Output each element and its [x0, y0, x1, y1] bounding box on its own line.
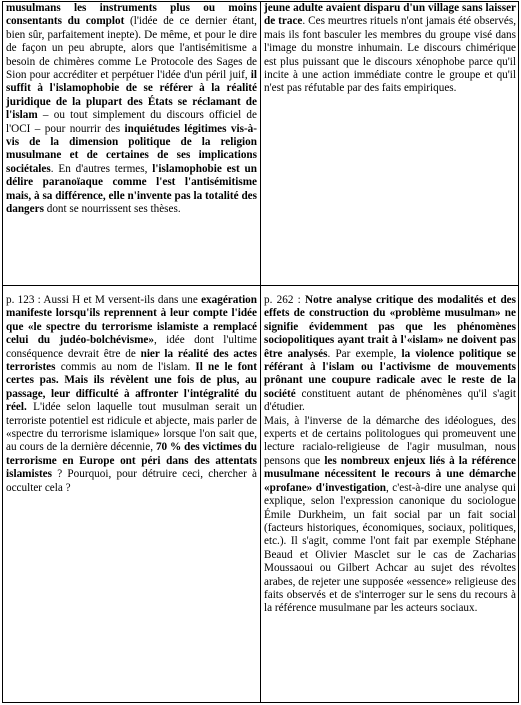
- bold-text-run: il suffit à l'islamophobie de se référer à la réalité juridique de la plupart des États se réclamant de l'islam: [6, 69, 257, 122]
- bold-text-run: la violence politique se référant à l'islam ou l'activisme de mouvements prônant une coupure radicale avec le reste de la société: [264, 347, 516, 400]
- cell-top-left: [3, 2, 260, 217]
- bold-text-run: l'islamophobie est un délire paranoïaque comme l'est l'antisémitisme mais, à sa différence, elle n'invente pas la totalité des dangers: [6, 162, 257, 216]
- paragraph: [6, 294, 257, 495]
- cell-bottom-left: [3, 294, 260, 495]
- paragraph: [6, 2, 257, 217]
- bold-text-run: les nombreux enjeux liés à la référence musulmane nécessitent le recours à une démarche «profane» d'investigation: [264, 454, 516, 494]
- text-run: p. 262 :: [264, 294, 305, 306]
- text-run: dont se nourrissent ses thèses.: [43, 203, 181, 216]
- text-run: constituent autant de phénomènes qu'il s'agit d'étudier.: [264, 387, 516, 414]
- bold-text-run: 70 % des victimes du terrorisme en Europe ont péri dans des attentats islamistes: [6, 441, 258, 481]
- text-run: – ou tout simplement du discours officiel de l'OCI – pour nourrir des: [6, 109, 257, 135]
- bold-text-run: Notre analyse critique des modalités et des effets de construction du «problème musulman» ne signifie évidemment pas que les phénomènes sociopolitiques ayant trait à l'«islam» ne doivent pas être analysés: [264, 294, 516, 360]
- text-run: p. 123 : Aussi H et M versent-ils dans une: [6, 294, 202, 306]
- cell-bottom-right: [261, 294, 519, 616]
- text-run: , idée dont l'ultime conséquence devrait être de: [6, 334, 258, 360]
- paragraph: [264, 415, 516, 616]
- row-divider: [3, 285, 518, 286]
- bold-text-run: jeune adulte avaient disparu d'un village sans laisser de trace: [264, 2, 516, 28]
- paragraph: [264, 2, 516, 96]
- bold-text-run: nier la réalité des actes terroristes: [6, 347, 257, 374]
- text-run: . En d'autres termes,: [50, 162, 153, 175]
- text-run: . Ces meurtres rituels n'ont jamais été observés, mais ils font basculer les membres du groupe visé dans l'image du monstre inhumain. Le discours chimérique est plus puissant que le discours xénophobe parce qu'il incite à une action immédiate contre le groupe et qu'il n'est pas réfutable par des faits empiriques.: [264, 15, 516, 95]
- bold-text-run: musulmans les instruments plus ou moins consentants du complot: [6, 2, 257, 28]
- text-run: ? Pourquoi, pour détruire ceci, chercher à occulter cela ?: [6, 468, 257, 494]
- bold-text-run: exagération manifeste lorsqu'ils reprennent à leur compte l'idée que «le spectre du terrorisme islamiste a remplacé celui du judéo-bolchévisme»: [6, 294, 257, 347]
- comparison-table: [2, 1, 519, 703]
- bold-text-run: inquiétudes légitimes vis-à-vis de la dimension politique de la religion musulmane et de certaines de ses implications sociétales: [6, 122, 257, 175]
- paragraph: [264, 294, 516, 415]
- bold-text-run: Il ne le font certes pas. Mais ils révèlent une fois de plus, au passage, leur difficulté à affronter l'intégralité du réel.: [6, 361, 258, 414]
- text-run: L'idée selon laquelle tout musulman serait un terroriste potentiel est ridicule et abjecte, mais parler de «spectre du terrorisme islamique» lorsque l'on sait que, au cours de la dernière décennie,: [6, 401, 257, 454]
- text-run: . Par exemple,: [327, 347, 402, 360]
- text-run: Mais, à l'inverse de la démarche des idéologues, des experts et de certains politologues qui promeuvent une lecture racialo-religieuse de l'agir musulman, nous pensons que: [264, 414, 516, 467]
- text-run: , c'est-à-dire une analyse qui explique, selon l'expression canonique du sociologue Émile Durkheim, un fait social par un fait social (facteurs historiques, économiques, sociaux, politiques, etc.). Il s'agit, comme l'ont fait par exemple Stéphane Beaud et Olivier Masclet sur le cas de Zacharias Moussaoui ou Gilbert Achcar au sujet des révoltes arabes, de rejeter une supposée «essence» religieuse des faits observés et de s'interroger sur le sens du recours à la référence musulmane par les acteurs sociaux.: [264, 481, 516, 615]
- text-run: commis au nom de l'islam.: [55, 361, 196, 374]
- text-run: (l'idée de ce dernier étant, bien sûr, parfaitement inepte). De même, et pour le dire de façon un peu abrupte, alors que l'antisémitisme a besoin de chimères comme Le Protocole des Sages de Sion pour accréditer et perpétuer l'idée d'un péril juif,: [6, 15, 257, 82]
- cell-top-right: [261, 2, 519, 96]
